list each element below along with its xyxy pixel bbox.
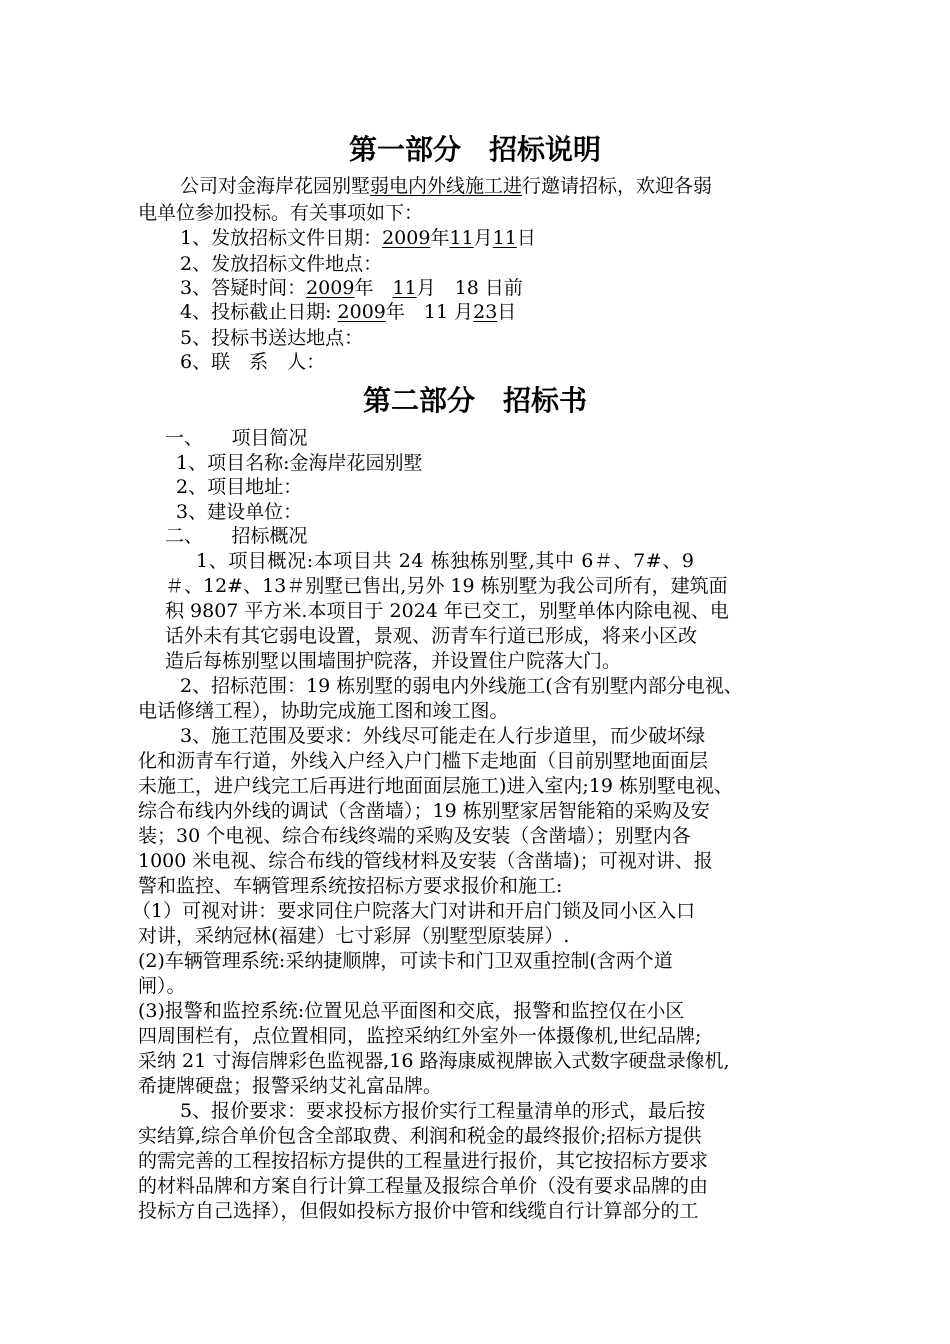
paragraph-line: (3)报警和监控系统:位置见总平面图和交底，报警和监控仅在小区 [138, 1000, 685, 1022]
paragraph-line: 闸）。 [138, 975, 186, 997]
paragraph-line: 投标方自己选择），但假如投标方报价中管和线缆自行计算部分的工 [138, 1200, 699, 1222]
item-release-date: 1、发放招标文件日期：2009年11月11日 [180, 227, 536, 249]
paragraph-line: 话外未有其它弱电设置，景观、沥青车行道已形成，将来小区改 [165, 625, 698, 647]
paragraph-line: 2、招标范围：19 栋别墅的弱电内外线施工(含有别墅内部分电视、 [180, 675, 743, 697]
paragraph-line: (2)车辆管理系统:采纳捷顺牌，可读卡和门卫双重控制(含两个道 [138, 950, 673, 972]
paragraph-line: 的需完善的工程按招标方提供的工程量进行报价，其它按招标方要求 [138, 1150, 709, 1172]
paragraph-line: 实结算,综合单价包含全部取费、利润和税金的最终报价;招标方提供 [138, 1125, 702, 1147]
paragraph-line: 警和监控、车辆管理系统按招标方要求报价和施工: [138, 875, 563, 897]
project-item: 3、建设单位： [176, 501, 303, 523]
paragraph-line: 未施工，进户线完工后再进行地面面层施工)进入室内;19 栋别墅电视、 [138, 775, 734, 797]
paragraph-line: 四周围栏有，点位置相同，监控采纳红外室外一体摄像机,世纪品牌; [138, 1025, 702, 1047]
paragraph-line: 造后每栋别墅以围墙围护院落，并设置住户院落大门。 [165, 650, 622, 672]
paragraph-line: 3、施工范围及要求：外线尽可能走在人行步道里，而少破坏绿 [180, 725, 706, 747]
item-delivery-place: 5、投标书送达地点： [180, 327, 364, 349]
paragraph-line: （1）可视对讲：要求同住户院落大门对讲和开启门锁及同小区入口 [132, 900, 696, 922]
paragraph-line: 5、报价要求：要求投标方报价实行工程量清单的形式，最后按 [180, 1100, 706, 1122]
section-heading-1: 一、 项目简况 [165, 427, 308, 449]
intro-line-1: 公司对金海岸花园别墅弱电内外线施工进行邀请招标，欢迎各弱 [180, 175, 713, 197]
item-release-place: 2、发放招标文件地点： [180, 253, 383, 275]
item-deadline: 4、投标截止日期: 2009年 11 月23日 [180, 301, 517, 323]
paragraph-line: 装；30 个电视、综合布线终端的采购及安装（含凿墙）；别墅内各 [138, 825, 691, 847]
section-heading-2: 二、 招标概况 [165, 525, 308, 547]
item-contact: 6、联 系 人： [180, 351, 326, 373]
part1-title: 第一部分 招标说明 [348, 133, 601, 166]
paragraph-line: 的材料品牌和方案自行计算工程量及报综合单价（没有要求品牌的由 [138, 1175, 709, 1197]
paragraph-line: 1、项目概况:本项目共 24 栋独栋别墅,其中 6＃、7#、9 [196, 550, 695, 572]
part2-title: 第二部分 招标书 [362, 384, 587, 417]
paragraph-line: 电话修缮工程），协助完成施工图和竣工图。 [138, 700, 509, 722]
intro-line-2: 电单位参加投标。有关事项如下： [138, 202, 424, 224]
project-item: 2、项目地址： [176, 476, 303, 498]
paragraph-line: 对讲，采纳冠林(福建）七寸彩屏（别墅型原装屏）. [138, 925, 570, 947]
item-qa-time: 3、答疑时间：2009年 11月 18 日前 [180, 277, 523, 299]
paragraph-line: 积 9807 平方米.本项目于 2024 年已交工，别墅单体内除电视、电 [165, 600, 729, 622]
paragraph-line: 化和沥青车行道，外线入户经入户门槛下走地面（目前别墅地面面层 [138, 750, 709, 772]
paragraph-line: ＃、12#、13＃别墅已售出,另外 19 栋别墅为我公司所有，建筑面 [165, 575, 728, 597]
paragraph-line: 1000 米电视、综合布线的管线材料及安装（含凿墙)；可视对讲、报 [138, 850, 713, 872]
paragraph-line: 综合布线内外线的调试（含凿墙）；19 栋别墅家居智能箱的采购及安 [138, 800, 710, 822]
paragraph-line: 希捷牌硬盘；报警采纳艾礼富品牌。 [138, 1075, 443, 1097]
paragraph-line: 采纳 21 寸海信牌彩色监视器,16 路海康威视牌嵌入式数字硬盘录像机, [138, 1050, 730, 1072]
project-item: 1、项目名称:金海岸花园别墅 [176, 452, 423, 474]
